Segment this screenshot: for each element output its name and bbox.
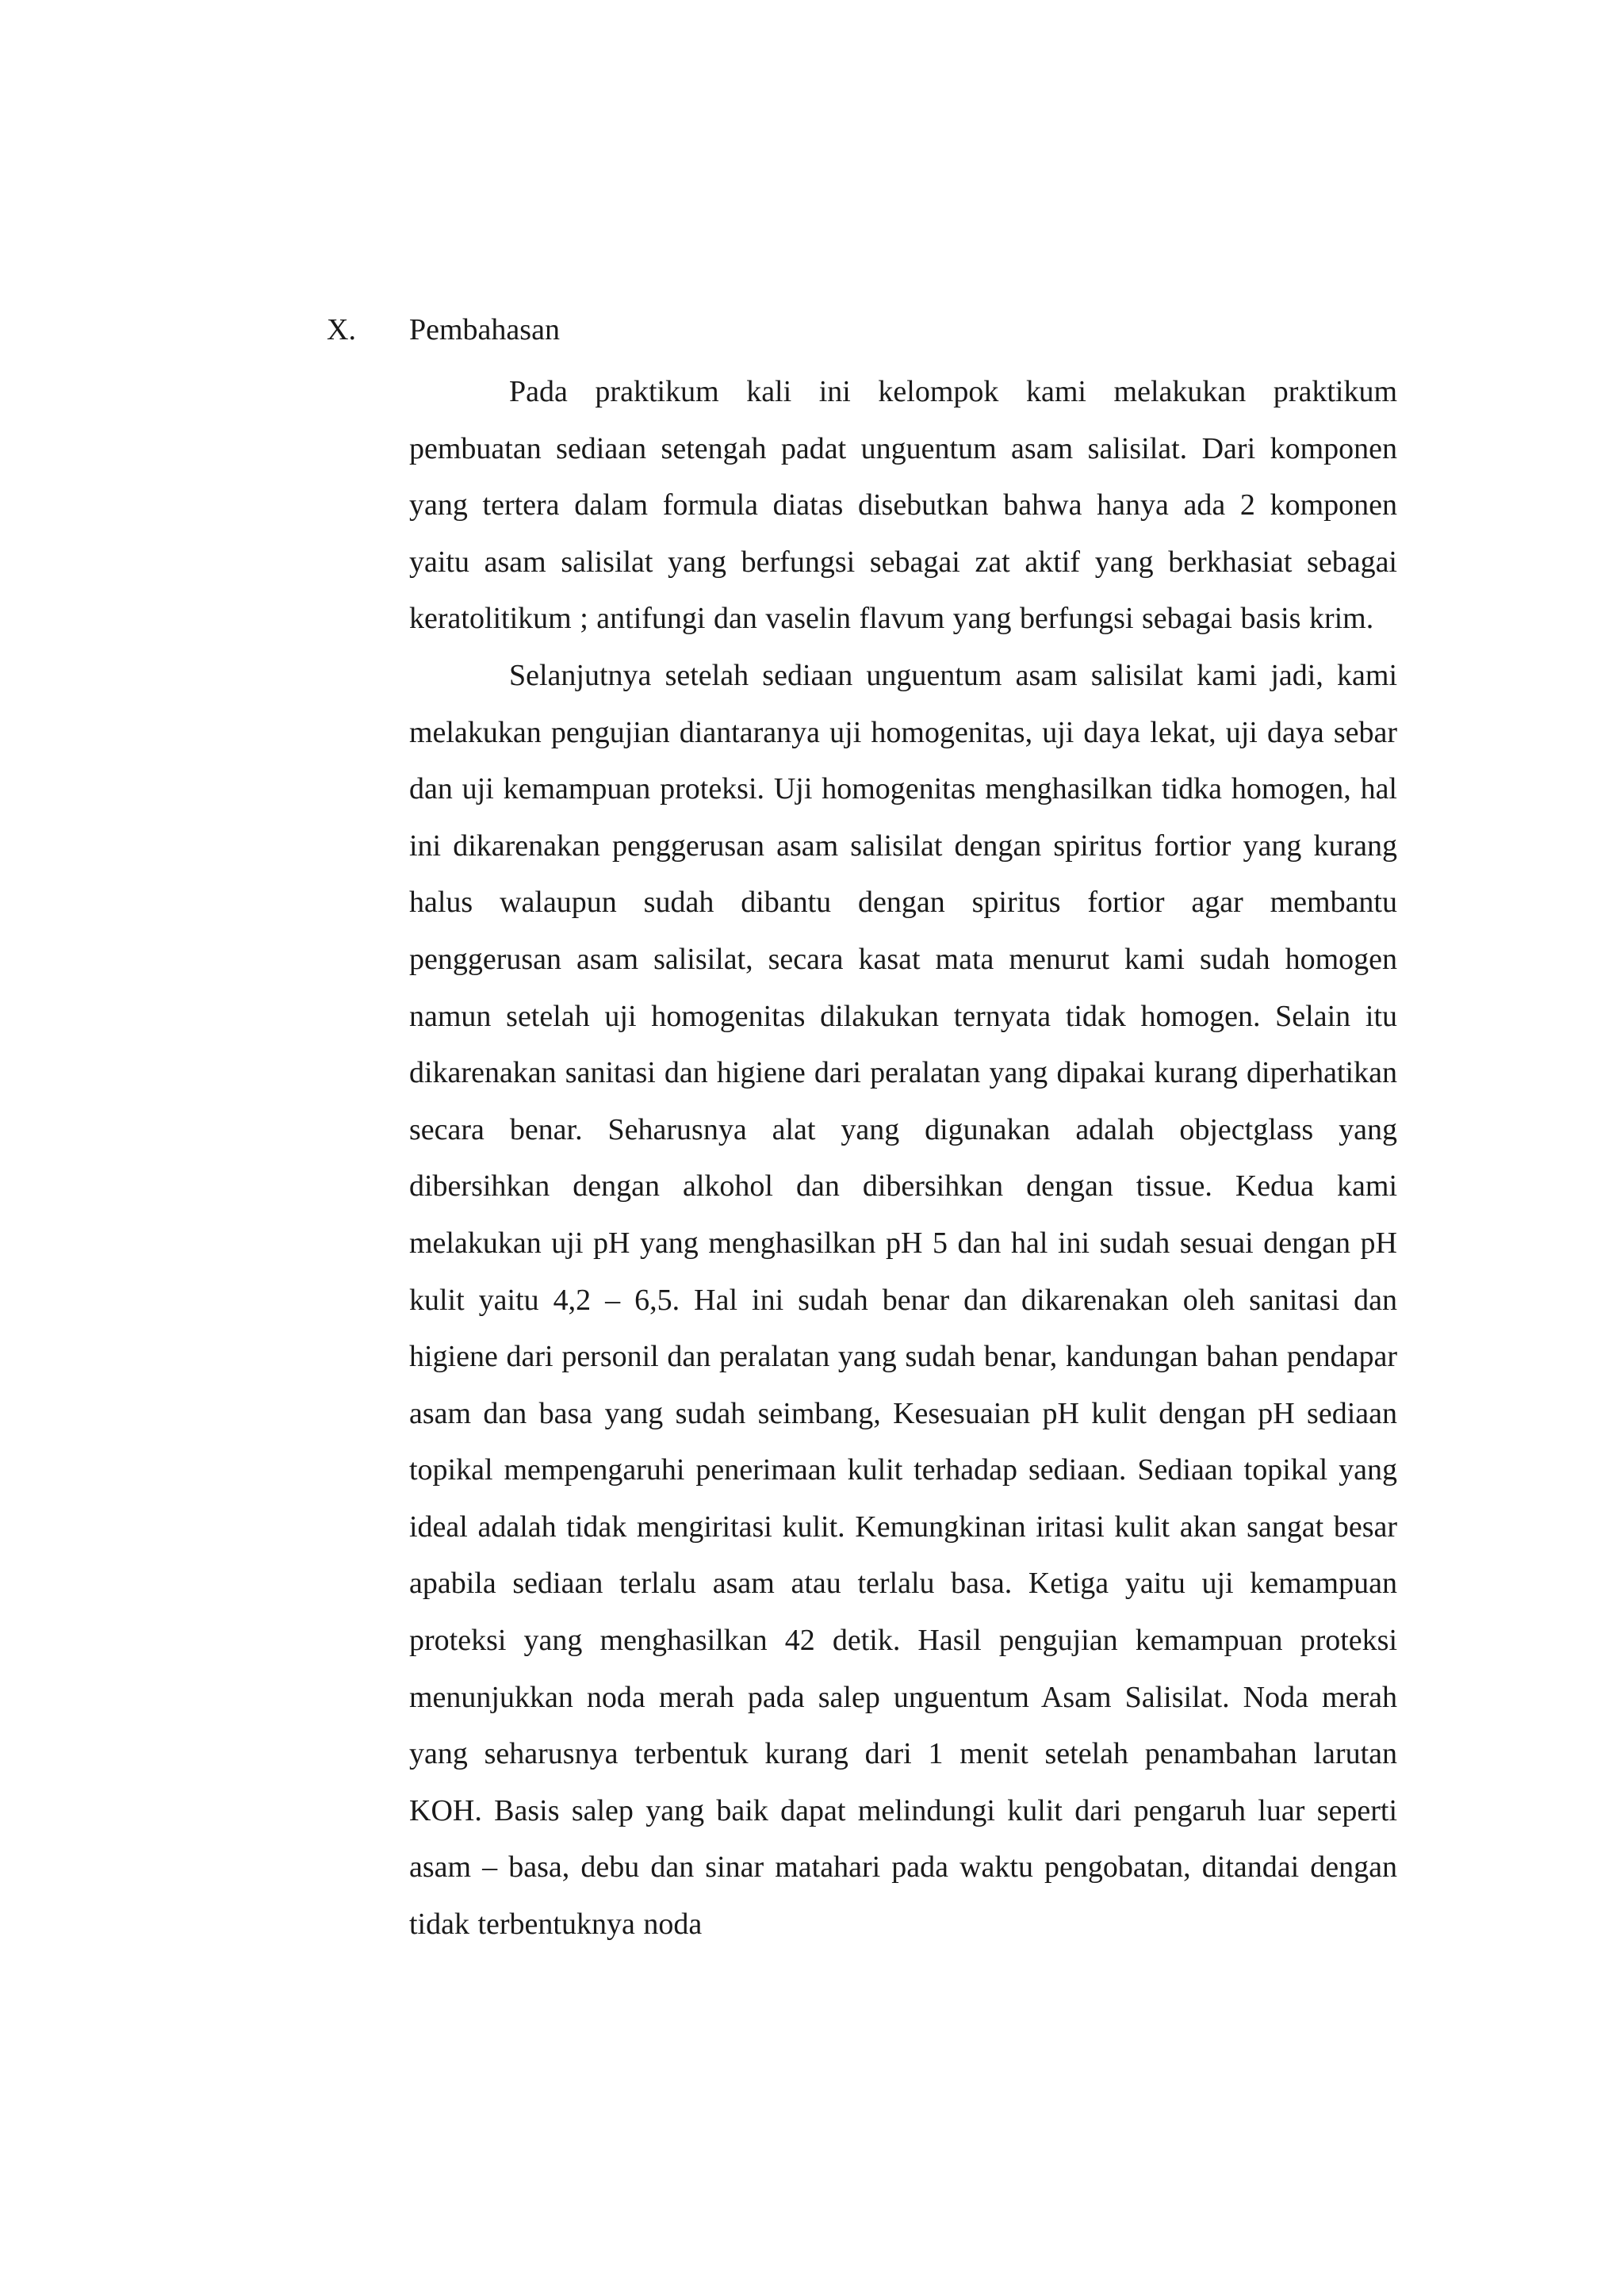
section-number: X. [327,313,356,346]
section-body [409,364,1397,1954]
section-title: Pembahasan [409,313,560,346]
paragraph-testing: Selanjutnya setelah sediaan unguentum asam salisilat kami jadi, kami melakukan pengujian diantaranya uji homogenitas, uji daya lekat, uji daya sebar dan uji kemampuan proteksi. Uji homogenitas menghasilkan tidka homogen, hal ini dikarenakan penggerusan asam salisilat dengan spiritus fortior yang kurang halus walaupun sudah dibantu dengan spiritus fortior agar membantu penggerusan asam salisilat, secara kasat mata menurut kami sudah homogen namun setelah uji homogenitas dilakukan ternyata tidak homogen. Selain itu dikarenakan sanitasi dan higiene dari peralatan yang dipakai kurang diperhatikan secara benar. Seharusnya alat yang digunakan adalah objectglass yang dibersihkan dengan alkohol dan dibersihkan dengan tissue. Kedua kami melakukan uji pH yang menghasilkan pH 5 dan hal ini sudah sesuai dengan pH kulit yaitu 4,2 – 6,5. Hal ini sudah benar dan dikarenakan oleh sanitasi dan higiene dari personil dan peralatan yang sudah benar, kandungan bahan pendapar asam dan basa yang sudah seimbang, Kesesuaian pH kulit dengan pH sediaan topikal mempengaruhi penerimaan kulit terhadap sediaan. Sediaan topikal yang ideal adalah tidak mengiritasi kulit. Kemungkinan iritasi kulit akan sangat besar apabila sediaan terlalu asam atau terlalu basa. Ketiga yaitu uji kemampuan proteksi yang menghasilkan 42 detik. Hasil pengujian kemampuan proteksi menunjukkan noda merah pada salep unguentum Asam Salisilat. Noda merah yang seharusnya terbentuk kurang dari 1 menit setelah penambahan larutan KOH. Basis salep yang baik dapat melindungi kulit dari pengaruh luar seperti asam – basa, debu dan sinar matahari pada waktu pengobatan, ditandai dengan tidak terbentuknya noda [409,658,1397,1942]
paragraph-intro: Pada praktikum kali ini kelompok kami melakukan praktikum pembuatan sediaan setengah padat unguentum asam salisilat. Dari komponen yang tertera dalam formula diatas disebutkan bahwa hanya ada 2 komponen yaitu asam salisilat yang berfungsi sebagai zat aktif yang berkhasiat sebagai keratolitikum ; antifungi dan vaselin flavum yang berfungsi sebagai basis krim. [409,375,1397,636]
